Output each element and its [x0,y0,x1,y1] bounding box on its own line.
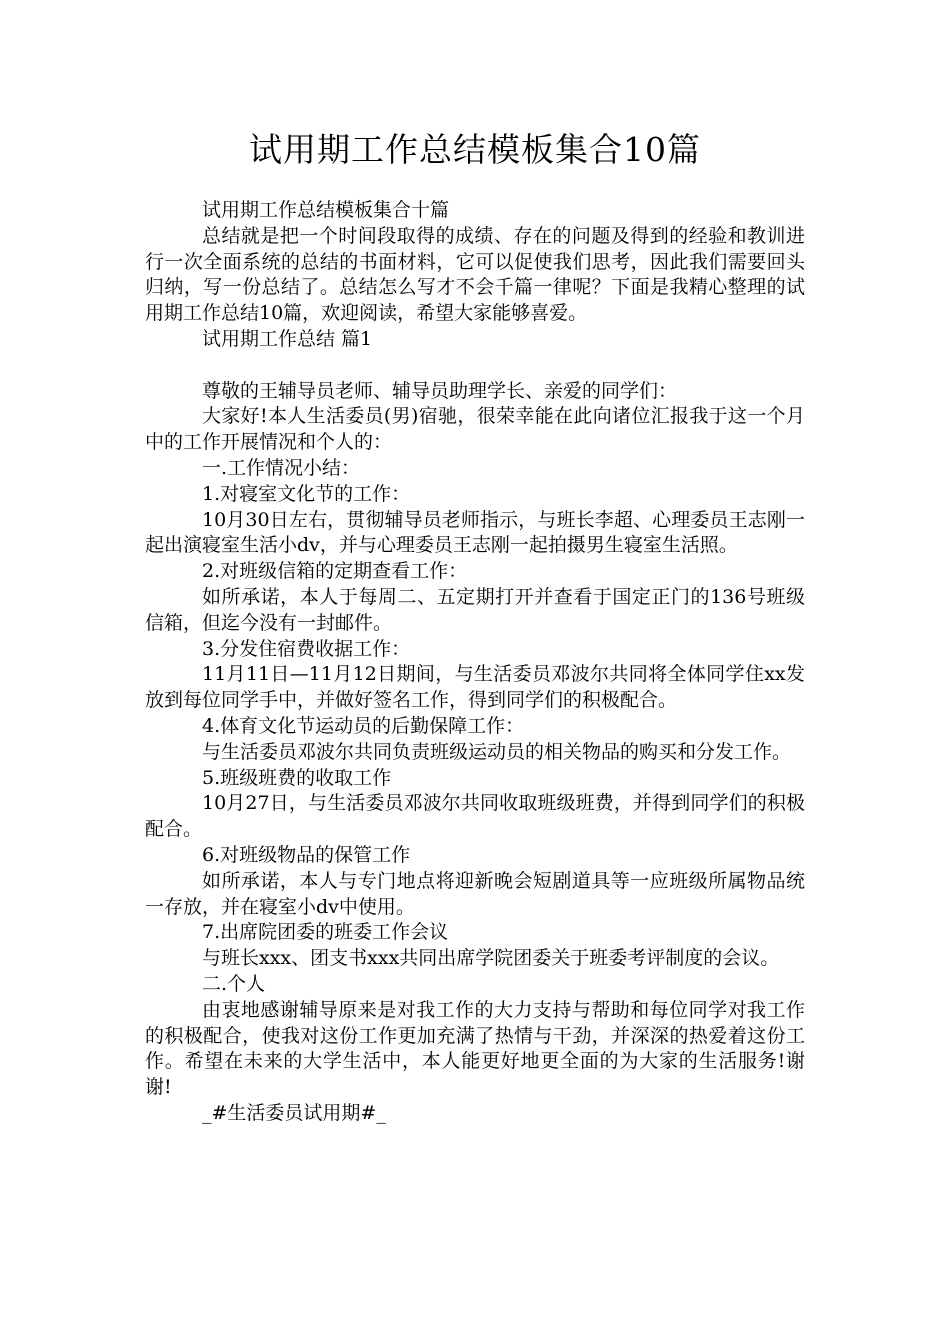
tag-line: _#生活委员试用期#_ [202,1101,386,1124]
section-heading: 试用期工作总结 篇1 [202,327,373,350]
section-heading: 一.工作情况小结： [202,456,361,479]
body-paragraph: 11月11日—11月12日期间，与生活委员邓波尔共同将全体同学住xx发放到每位同学手中，并做好签名工作，得到同学们的积极配合。 [145,663,805,712]
subtitle-paragraph: 试用期工作总结模板集合十篇 [202,199,450,221]
body-paragraph: 10月30日左右，贯彻辅导员老师指示，与班长李超、心理委员王志刚一起出演寝室生活小dv，并与心理委员王志刚一起拍摄男生寝室生活照。 [145,508,805,557]
item-heading: 2.对班级信箱的定期查看工作： [202,560,468,583]
item-heading: 1.对寝室文化节的工作： [202,482,411,505]
document-title: 试用期工作总结模板集合10篇 [249,130,701,169]
item-heading: 5.班级班费的收取工作 [202,766,392,789]
item-heading: 3.分发住宿费收据工作： [202,637,411,660]
item-heading: 7.出席院团委的班委工作会议 [202,921,449,944]
blank-line [145,353,805,379]
body-paragraph: 由衷地感谢辅导原来是对我工作的大力支持与帮助和每位同学对我工作的积极配合，使我对这份工作更加充满了热情与干劲，并深深的热爱着这份工作。希望在未来的大学生活中，本人能更好地更全面的为大家的生活服务!谢谢! [145,998,805,1099]
body-paragraph: 10月27日，与生活委员邓波尔共同收取班级班费，并得到同学们的积极配合。 [145,792,805,841]
body-paragraph: 如所承诺，本人与专门地点将迎新晚会短剧道具等一应班级所属物品统一存放，并在寝室小dv中使用。 [145,869,805,918]
body-paragraph: 大家好!本人生活委员(男)宿驰，很荣幸能在此向诸位汇报我于这一个月中的工作开展情况和个人的： [145,405,805,454]
body-paragraph: 与生活委员邓波尔共同负责班级运动员的相关物品的购买和分发工作。 [202,740,792,763]
intro-paragraph: 总结就是把一个时间段取得的成绩、存在的问题及得到的经验和教训进行一次全面系统的总结的书面材料，它可以促使我们思考，因此我们需要回头归纳，写一份总结了。总结怎么写才不会千篇一律呢？下面是我精心整理的试用期工作总结10篇，欢迎阅读，希望大家能够喜爱。 [145,224,805,325]
section-heading: 二.个人 [202,972,266,995]
item-heading: 4.体育文化节运动员的后勤保障工作： [202,714,525,737]
salutation: 尊敬的王辅导员老师、辅导员助理学长、亲爱的同学们： [202,379,678,402]
body-paragraph: 与班长xxx、团支书xxx共同出席学院团委关于班委考评制度的会议。 [202,947,780,970]
item-heading: 6.对班级物品的保管工作 [202,843,411,866]
document-body [145,198,805,1127]
body-paragraph: 如所承诺，本人于每周二、五定期打开并查看于国定正门的136号班级信箱，但迄今没有一封邮件。 [145,585,805,634]
